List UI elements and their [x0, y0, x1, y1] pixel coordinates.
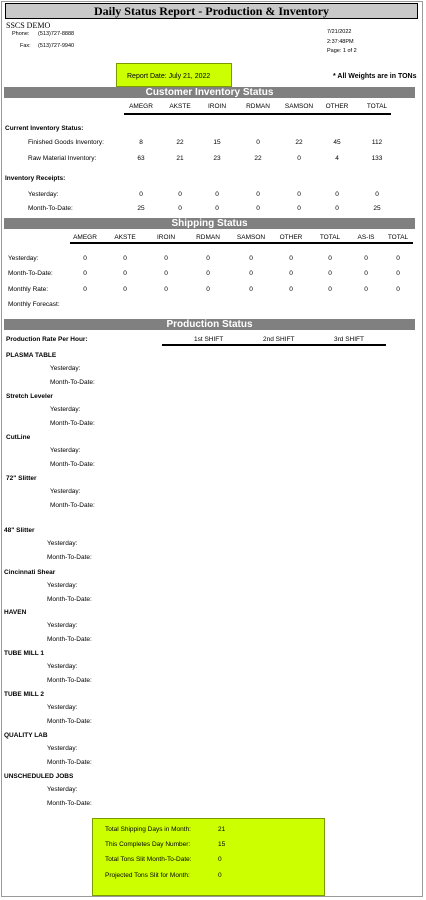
phone-number: (513)727-8888 [38, 31, 75, 37]
summary-value: 21 [218, 826, 226, 833]
table-cell: 0 [328, 286, 332, 293]
weights-note: * All Weights are in TONs [333, 73, 417, 80]
month-to-date-label: Month-To-Date: [50, 420, 95, 427]
table-cell: 0 [289, 270, 293, 277]
month-to-date-label: Month-To-Date: [47, 596, 92, 603]
column-header: AMEGR [73, 234, 97, 241]
yesterday-label: Yesterday: [47, 786, 78, 793]
production-rule [162, 344, 386, 346]
month-to-date-label: Month-To-Date: [47, 759, 92, 766]
table-cell: 0 [249, 255, 253, 262]
table-cell: 0 [249, 286, 253, 293]
machine-name: Stretch Leveler [6, 393, 53, 400]
table-cell: 0 [256, 205, 260, 212]
row-label: Raw Material Inventory: [28, 155, 97, 162]
machine-name: HAVEN [4, 609, 27, 616]
page-number: Page: 1 of 2 [327, 48, 357, 54]
machine-name: TUBE MILL 1 [4, 650, 44, 657]
table-cell: 0 [256, 139, 260, 146]
column-header: AKSTE [114, 234, 136, 241]
summary-value: 15 [218, 841, 226, 848]
row-label: Yesterday: [8, 255, 39, 262]
table-cell: 0 [364, 255, 368, 262]
table-cell: 21 [176, 155, 184, 162]
table-cell: 0 [123, 286, 127, 293]
machine-name: PLASMA TABLE [6, 352, 57, 359]
shift-2-label: 2nd SHIFT [263, 336, 295, 343]
current-inventory-label: Current Inventory Status: [5, 125, 84, 132]
summary-value: 0 [218, 856, 222, 863]
column-header: TOTAL [387, 234, 409, 241]
machine-name: QUALITY LAB [4, 732, 48, 739]
row-label: Month-To-Date: [8, 270, 53, 277]
machine-name: Cincinnati Shear [4, 569, 56, 576]
yesterday-label: Yesterday: [47, 540, 78, 547]
column-header: IROIN [207, 103, 227, 110]
table-cell: 0 [215, 205, 219, 212]
table-cell: 0 [364, 270, 368, 277]
table-cell: 0 [83, 286, 87, 293]
table-cell: 0 [297, 155, 301, 162]
table-cell: 0 [178, 205, 182, 212]
column-header: AKSTE [169, 103, 191, 110]
column-header: OTHER [279, 234, 303, 241]
table-cell: 0 [206, 270, 210, 277]
month-to-date-label: Month-To-Date: [50, 379, 95, 386]
month-to-date-label: Month-To-Date: [47, 677, 92, 684]
machine-name: CutLine [6, 434, 31, 441]
table-cell: 0 [123, 255, 127, 262]
yesterday-label: Yesterday: [50, 488, 81, 495]
machine-name: 48" Slitter [4, 527, 35, 534]
table-cell: 0 [328, 255, 332, 262]
table-cell: 0 [289, 255, 293, 262]
print-time: 2:37:48PM [327, 39, 354, 45]
machine-name: TUBE MILL 2 [4, 691, 44, 698]
summary-label: Total Shipping Days in Month: [105, 826, 191, 833]
summary-value: 0 [218, 872, 222, 879]
month-to-date-label: Month-To-Date: [47, 554, 92, 561]
table-cell: 45 [333, 139, 341, 146]
table-cell: 0 [375, 191, 379, 198]
row-label: Monthly Forecast: [8, 301, 60, 308]
customer-inventory-header: Customer Inventory Status [4, 87, 415, 98]
machine-name: 72" Slitter [6, 475, 37, 482]
table-cell: 0 [297, 191, 301, 198]
column-header: AMEGR [129, 103, 153, 110]
report-date: Report Date: July 21, 2022 [127, 73, 211, 80]
yesterday-label: Yesterday: [50, 365, 81, 372]
table-cell: 112 [371, 139, 383, 146]
column-header: RDMAN [246, 103, 270, 110]
column-header: TOTAL [319, 234, 341, 241]
table-cell: 23 [213, 155, 221, 162]
row-label: Finished Goods Inventory: [28, 139, 104, 146]
table-cell: 0 [335, 205, 339, 212]
yesterday-label: Yesterday: [47, 663, 78, 670]
row-label: Yesterday: [28, 191, 59, 198]
company-name: SSCS DEMO [6, 21, 51, 30]
column-header: IROIN [156, 234, 176, 241]
table-cell: 0 [215, 191, 219, 198]
shipping-status-header: Shipping Status [4, 218, 415, 229]
table-cell: 0 [206, 286, 210, 293]
print-date: 7/21/2022 [327, 29, 352, 35]
table-cell: 4 [335, 155, 339, 162]
report-title: Daily Status Report - Production & Inventory [5, 3, 418, 19]
table-cell: 0 [83, 270, 87, 277]
column-header: TOTAL [366, 103, 388, 110]
table-cell: 15 [213, 139, 221, 146]
table-cell: 8 [139, 139, 143, 146]
phone-label: Phone: [12, 31, 30, 37]
yesterday-label: Yesterday: [47, 704, 78, 711]
table-cell: 0 [164, 286, 168, 293]
column-header: SAMSON [284, 103, 314, 110]
table-cell: 133 [371, 155, 383, 162]
summary-label: Projected Tons Slit for Month: [105, 872, 190, 879]
table-cell: 0 [256, 191, 260, 198]
table-cell: 0 [396, 286, 400, 293]
customer-inventory-rule [124, 113, 391, 115]
shift-1-label: 1st SHIFT [194, 336, 224, 343]
month-to-date-label: Month-To-Date: [50, 461, 95, 468]
production-rate-label: Production Rate Per Hour: [6, 336, 88, 343]
column-header: RDMAN [196, 234, 220, 241]
shift-3-label: 3rd SHIFT [334, 336, 364, 343]
table-cell: 0 [328, 270, 332, 277]
row-label: Monthly Rate: [8, 286, 49, 293]
table-cell: 0 [164, 270, 168, 277]
column-header: OTHER [325, 103, 349, 110]
table-cell: 25 [137, 205, 145, 212]
table-cell: 25 [373, 205, 381, 212]
yesterday-label: Yesterday: [47, 622, 78, 629]
table-cell: 0 [396, 255, 400, 262]
table-cell: 22 [176, 139, 184, 146]
table-cell: 0 [83, 255, 87, 262]
table-cell: 0 [178, 191, 182, 198]
table-cell: 0 [289, 286, 293, 293]
column-header: SAMSON [236, 234, 266, 241]
fax-number: (513)727-9940 [38, 43, 75, 49]
inventory-receipts-label: Inventory Receipts: [5, 175, 66, 182]
month-to-date-label: Month-To-Date: [47, 800, 92, 807]
summary-label: Total Tons Slit Month-To-Date: [105, 856, 192, 863]
table-cell: 0 [396, 270, 400, 277]
month-to-date-label: Month-To-Date: [50, 502, 95, 509]
table-cell: 63 [137, 155, 145, 162]
yesterday-label: Yesterday: [47, 582, 78, 589]
yesterday-label: Yesterday: [50, 447, 81, 454]
yesterday-label: Yesterday: [50, 406, 81, 413]
table-cell: 22 [254, 155, 262, 162]
summary-label: This Completes Day Number: [105, 841, 191, 848]
table-cell: 0 [123, 270, 127, 277]
fax-label: Fax: [20, 43, 31, 49]
machine-name: UNSCHEDULED JOBS [4, 773, 74, 780]
month-to-date-label: Month-To-Date: [47, 636, 92, 643]
production-status-header: Production Status [4, 319, 415, 330]
month-to-date-label: Month-To-Date: [47, 718, 92, 725]
column-header: AS-IS [357, 234, 375, 241]
table-cell: 0 [364, 286, 368, 293]
shipping-rule [70, 242, 413, 244]
table-cell: 0 [335, 191, 339, 198]
table-cell: 0 [249, 270, 253, 277]
yesterday-label: Yesterday: [47, 745, 78, 752]
table-cell: 0 [297, 205, 301, 212]
table-cell: 0 [139, 191, 143, 198]
table-cell: 0 [206, 255, 210, 262]
table-cell: 22 [295, 139, 303, 146]
row-label: Month-To-Date: [28, 205, 73, 212]
table-cell: 0 [164, 255, 168, 262]
